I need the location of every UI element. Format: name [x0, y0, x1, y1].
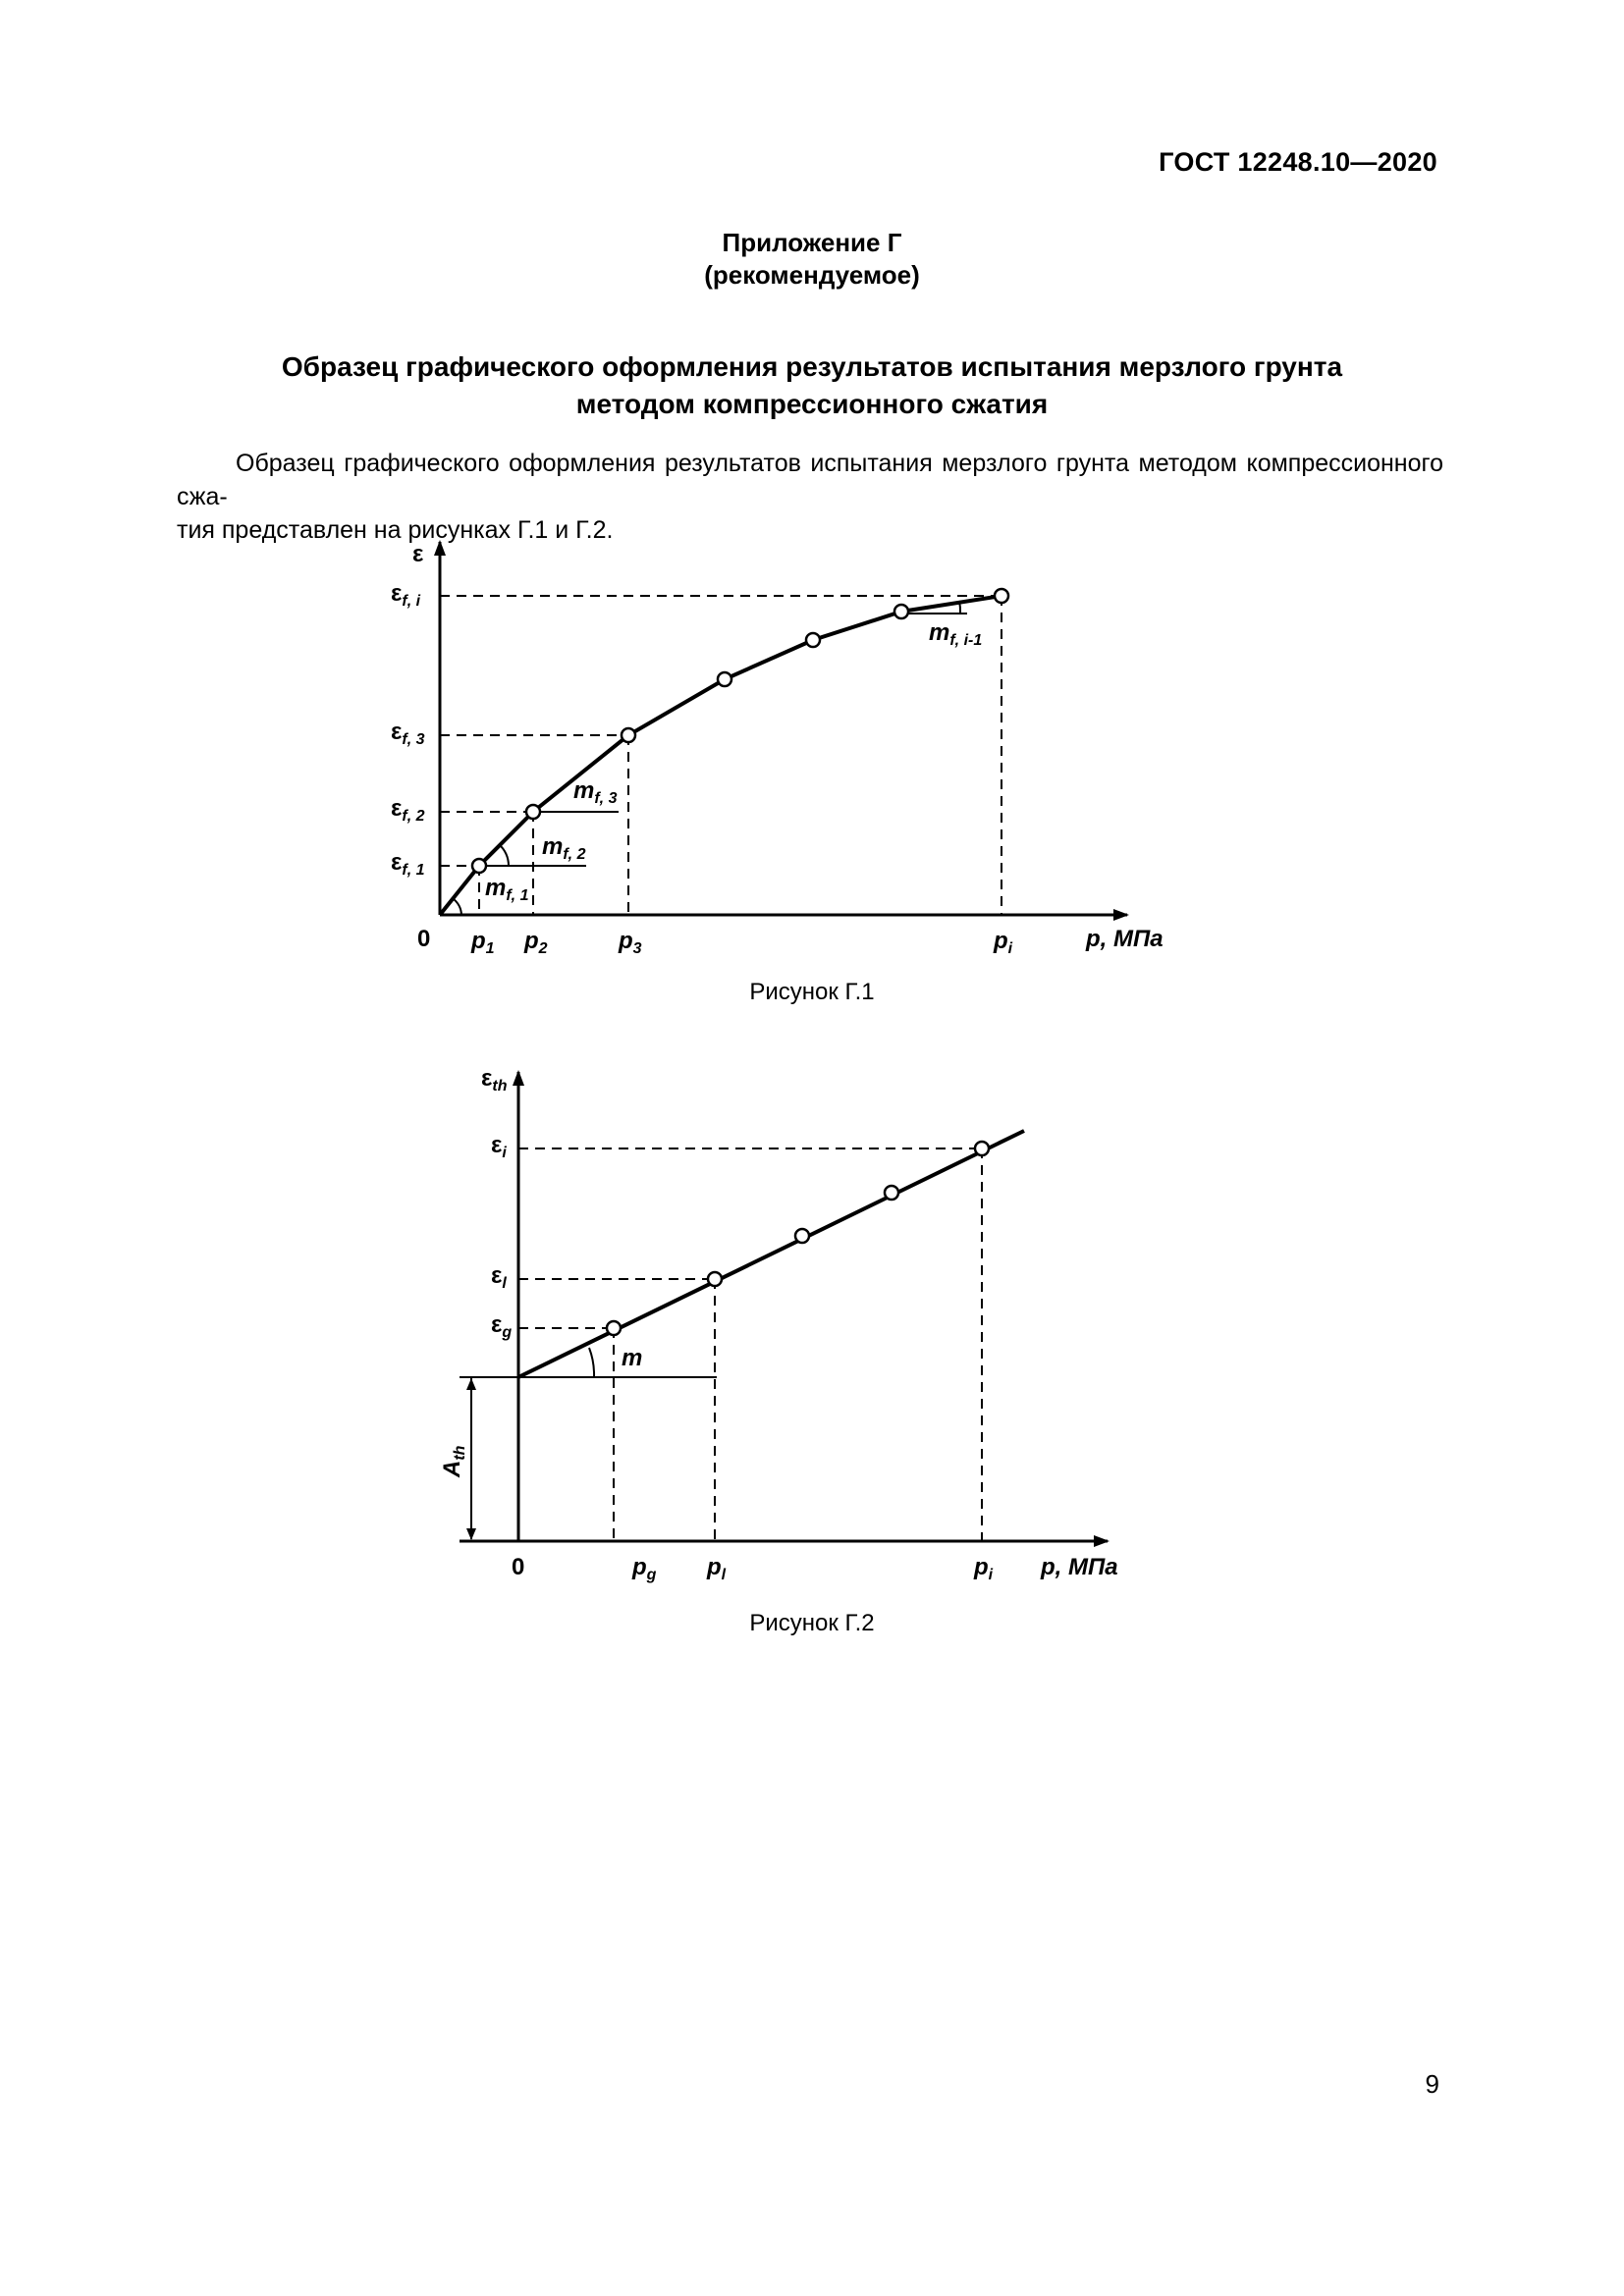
- g2-xtick-pg: pg: [632, 1554, 657, 1583]
- g1-xtick-pi: pi: [994, 928, 1013, 957]
- g2-point-l: [708, 1272, 722, 1286]
- g2-point-i: [975, 1142, 989, 1155]
- g2-x-axis-label: p, МПа: [1041, 1554, 1118, 1580]
- standard-number: ГОСТ 12248.10—2020: [1159, 147, 1437, 177]
- g2-line: [518, 1131, 1024, 1377]
- g1-ytick-ef2: εf, 2: [391, 795, 425, 825]
- figure-g1-caption: Рисунок Г.1: [749, 979, 875, 1005]
- g1-xtick-p2: p2: [524, 928, 548, 957]
- g1-origin-label: 0: [417, 926, 431, 952]
- figure-g2-caption: Рисунок Г.2: [749, 1610, 875, 1636]
- g1-slope-mf3: mf, 3: [573, 777, 618, 807]
- g2-angle-arc: [589, 1348, 594, 1377]
- g1-ytick-ef3: εf, 3: [391, 719, 425, 748]
- g1-slope-mf2: mf, 2: [542, 833, 586, 863]
- body-line-2: тия представлен на рисунках Г.1 и Г.2.: [177, 516, 614, 544]
- g2-point-3: [795, 1229, 809, 1243]
- appendix-title: Приложение Г: [722, 228, 902, 257]
- page-number: 9: [1425, 2069, 1439, 2099]
- g2-ytick-ei: εi: [491, 1132, 507, 1161]
- section-title-line1: Образец графического оформления результатов испытания мерзлого грунта: [281, 351, 1343, 382]
- g2-intercept-label: Ath: [439, 1445, 468, 1477]
- g2-point-4: [885, 1186, 898, 1200]
- g2-point-g: [607, 1321, 621, 1335]
- g2-xtick-pl: pl: [707, 1554, 727, 1583]
- g2-xtick-pi: pi: [974, 1554, 994, 1583]
- g1-xtick-p1: p1: [471, 928, 495, 957]
- g2-origin-label: 0: [512, 1554, 525, 1580]
- g2-slope-m: m: [622, 1345, 643, 1371]
- g1-y-axis-label: ε: [412, 541, 424, 567]
- g1-slope-mfi: mf, i-1: [929, 619, 983, 649]
- g2-y-axis-label: εth: [481, 1065, 508, 1095]
- g2-ytick-el: εl: [491, 1262, 507, 1292]
- g1-ytick-ef1: εf, 1: [391, 849, 425, 879]
- body-line-1: Образец графического оформления результатов испытания мерзлого грунта методом компрессионного сжа-: [177, 450, 1443, 510]
- appendix-note: (рекомендуемое): [704, 260, 920, 290]
- g1-ytick-efi: εf, i: [391, 580, 421, 610]
- section-title-line2: методом компрессионного сжатия: [575, 389, 1049, 419]
- g1-slope-mf1: mf, 1: [485, 875, 529, 904]
- g2-ytick-eg: εg: [491, 1311, 513, 1341]
- g1-xtick-p3: p3: [619, 928, 642, 957]
- g1-x-axis-label: p, МПа: [1086, 926, 1164, 952]
